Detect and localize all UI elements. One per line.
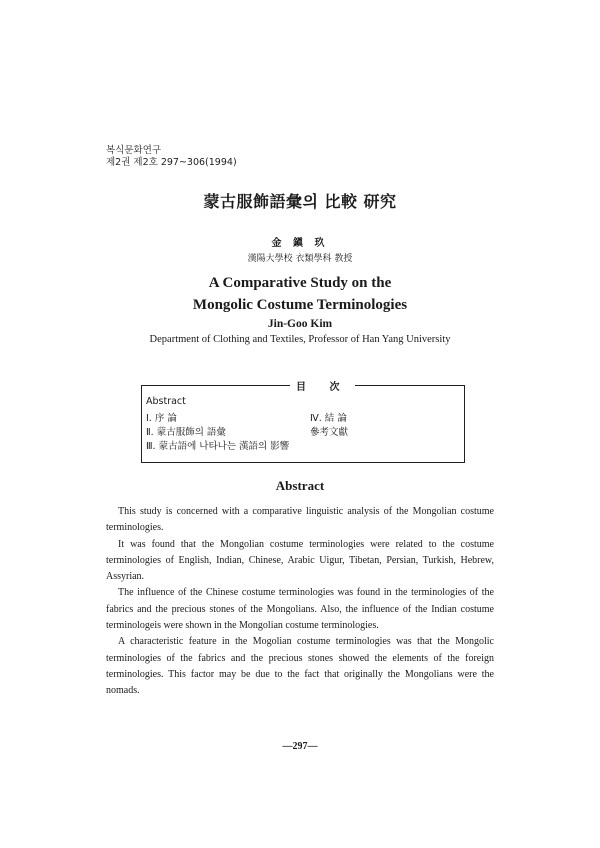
page-number: —297—: [282, 741, 318, 752]
journal-volume: 제2권 제2호 297~306(1994): [106, 157, 237, 168]
abstract-paragraph: The influence of the Chinese costume terminologies was found in the terminologies of the fabrics and the precious stones of the Mongolians. Also, the influence of the Indian costume terminologeis were shown in the Mongolian costume terminologies.: [106, 587, 494, 632]
english-author: Jin-Goo Kim: [267, 318, 333, 330]
abstract-paragraph: A characteristic feature in the Mogolian costume terminologies was that the Mongolic terminologies of the fabrics and the precious stones showed the elements of the foreign terminologies. This factor may be due to the fact that originally the Mongolians were the nomads.: [106, 636, 494, 697]
toc-item-chinese-influence: Ⅲ. 蒙古語에 나타나는 漢語의 影響: [146, 441, 290, 452]
toc-item-references: 參考文獻: [310, 427, 349, 438]
korean-title: 蒙古服飾語彙의 比較 研究: [203, 192, 397, 211]
toc-item-abstract: Abstract: [146, 396, 186, 407]
toc-item-conclusion: Ⅳ. 結 論: [310, 413, 347, 424]
toc-item-vocab: Ⅱ. 蒙古服飾의 語彙: [146, 427, 226, 438]
english-title-line1: A Comparative Study on the: [208, 275, 392, 291]
english-title: [0, 272, 600, 316]
toc-title: 目 次: [290, 378, 355, 393]
journal-name: 복식문화연구: [106, 145, 162, 156]
english-affiliation: Department of Clothing and Textiles, Professor of Han Yang University: [149, 334, 451, 345]
journal-header: [106, 145, 237, 169]
toc-item-intro: Ⅰ. 序 論: [146, 413, 177, 424]
abstract-body: [106, 504, 494, 700]
abstract-paragraph: It was found that the Mongolian costume terminologies were related to the costume terminologies of English, Indian, Chinese, Arabic Uigur, Tibetan, Persian, Turkish, Hebrew, Assyrian.: [106, 538, 494, 583]
english-title-line2: Mongolic Costume Terminologies: [192, 297, 408, 313]
abstract-heading: Abstract: [275, 478, 325, 493]
korean-affiliation: 漢陽大學校 衣類學科 教授: [247, 254, 353, 264]
abstract-paragraph: This study is concerned with a comparative linguistic analysis of the Mongolian costume terminologies.: [106, 506, 494, 534]
korean-author: 金 鎭 玖: [271, 238, 329, 249]
